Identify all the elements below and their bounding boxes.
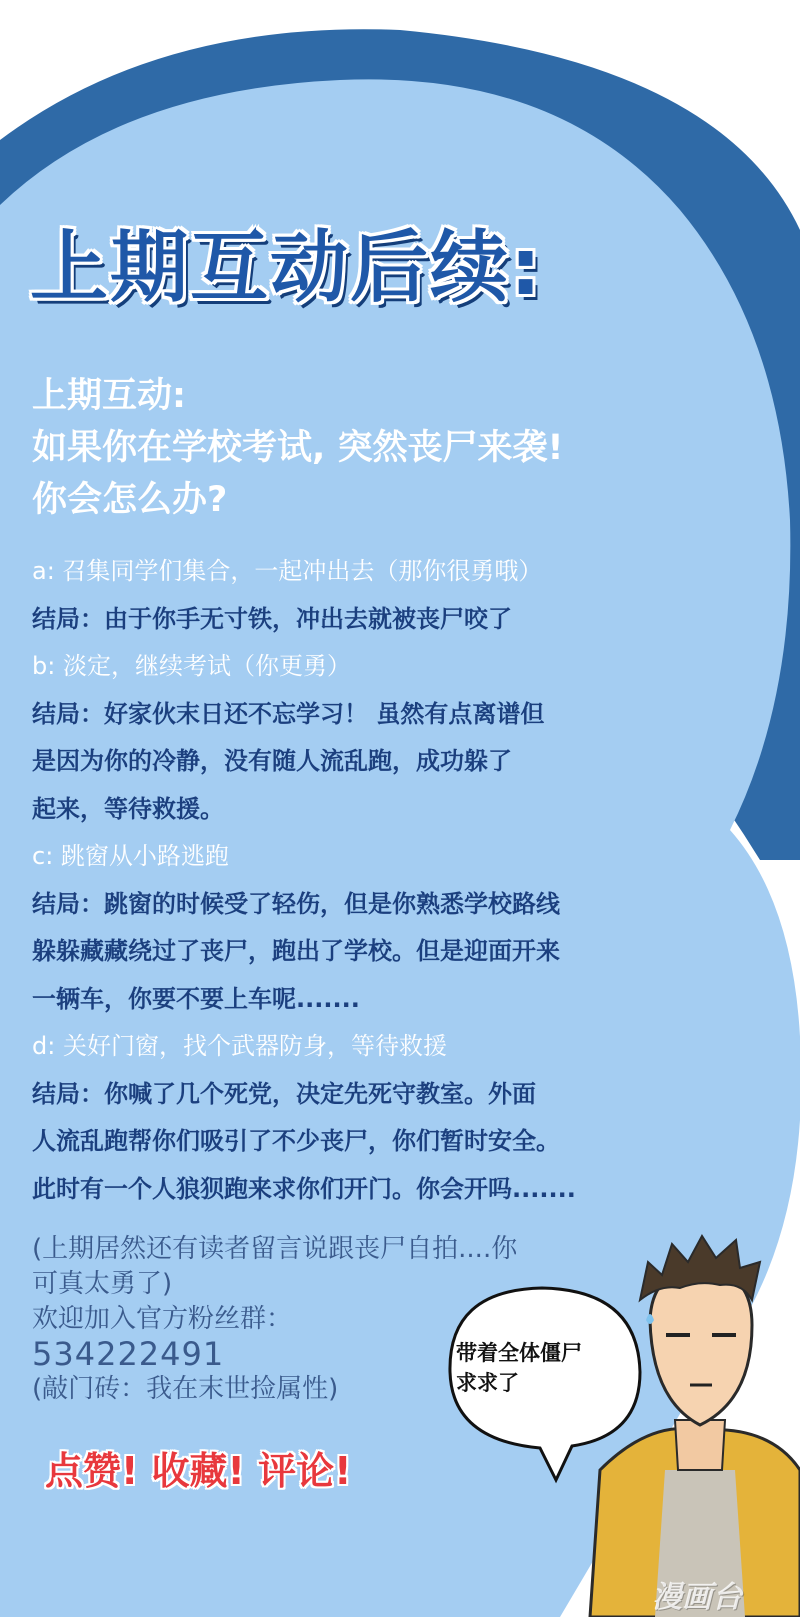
result-d: 结局：你喊了几个死党，决定先死守教室。外面 — [32, 1079, 536, 1108]
subtitle-line: 上期互动: — [32, 376, 186, 416]
subtitle-line: 如果你在学校考试, 突然丧尸来袭! — [32, 428, 564, 468]
note-line: 可真太勇了) — [32, 1269, 173, 1299]
note-line: (敲门砖：我在末世捡属性) — [32, 1374, 339, 1404]
subtitle-line: 你会怎么办? — [32, 480, 228, 520]
result-d: 此时有一个人狼狈跑来求你们开门。你会开吗....... — [32, 1174, 576, 1203]
call-to-action: 点赞! 收藏! 评论! — [45, 1449, 352, 1493]
option-c: c: 跳窗从小路逃跑 — [32, 842, 229, 870]
subtitle-block — [32, 370, 563, 526]
watermark-logo: 漫画台 — [652, 1580, 742, 1615]
result-c: 躲躲藏藏绕过了丧尸，跑出了学校。但是迎面开来 — [32, 937, 560, 965]
result-c: 一辆车，你要不要上车呢....... — [32, 984, 360, 1013]
page-title: 上期互动后续: — [30, 223, 544, 313]
option-a: a: 召集同学们集合，一起冲出去（那你很勇哦） — [32, 557, 543, 585]
note-line: 欢迎加入官方粉丝群： — [32, 1304, 293, 1334]
bubble-line: 求求了 — [456, 1371, 519, 1395]
result-d: 人流乱跑帮你们吸引了不少丧尸，你们暂时安全。 — [32, 1127, 560, 1155]
result-b: 起来，等待救援。 — [32, 794, 224, 823]
character-neck — [675, 1420, 725, 1470]
option-d: d: 关好门窗，找个武器防身，等待救援 — [32, 1032, 447, 1060]
fan-group-number: 534222491 — [32, 1335, 225, 1373]
result-b: 结局：好家伙末日还不忘学习！ 虽然有点离谱但 — [32, 699, 545, 728]
result-b: 是因为你的冷静，没有随人流乱跑，成功躲了 — [32, 747, 512, 775]
result-a: 结局：由于你手无寸铁，冲出去就被丧尸咬了 — [32, 604, 512, 633]
bubble-line: 带着全体僵尸 — [456, 1341, 582, 1365]
result-c: 结局：跳窗的时候受了轻伤，但是你熟悉学校路线 — [32, 889, 560, 918]
options-and-results — [32, 548, 672, 1213]
note-line: (上期居然还有读者留言说跟丧尸自拍....你 — [32, 1234, 518, 1264]
option-b: b: 淡定，继续考试（你更勇） — [32, 652, 351, 680]
speech-bubble-text — [456, 1338, 626, 1398]
